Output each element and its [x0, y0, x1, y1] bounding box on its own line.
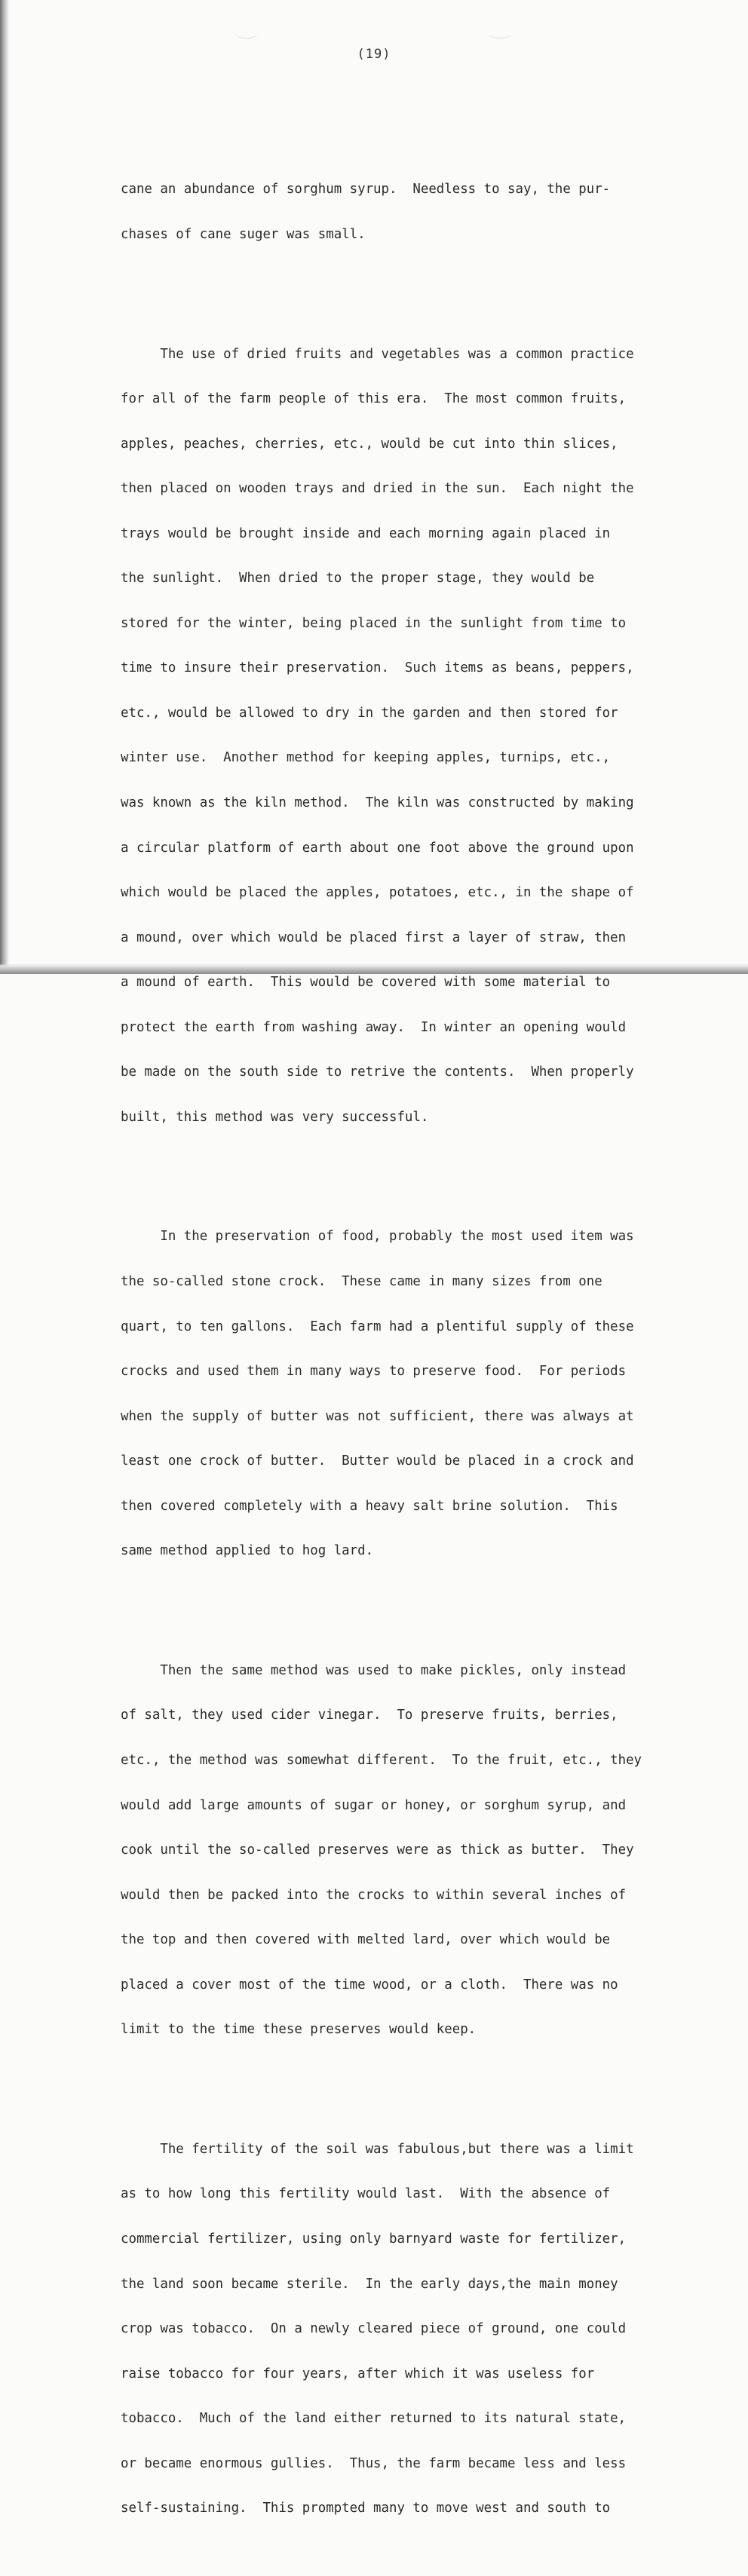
paragraph-1 [121, 153, 724, 273]
text-line: tobacco. Much of the land either returned to its natural state, [121, 2411, 627, 2427]
text-line: the land soon became sterile. In the early days,the main money [121, 2276, 618, 2292]
scan-mark-right [489, 29, 511, 38]
text-line: of salt, they used cider vinegar. To preserve fruits, berries, [121, 1708, 618, 1723]
text-line: etc., the method was somewhat different. To the fruit, etc., they [121, 1752, 642, 1768]
text-line: then covered completely with a heavy salt brine solution. This [121, 1498, 618, 1514]
text-line: for all of the farm people of this era. The most common fruits, [121, 391, 627, 407]
text-line: built, this method was very successful. [121, 1109, 429, 1125]
text-line: be made on the south side to retrive the contents. When properly [121, 1064, 634, 1080]
text-line: crocks and used them in many ways to preserve food. For periods [121, 1364, 627, 1380]
text-line: The use of dried fruits and vegetables was a common practice [121, 346, 634, 362]
page-number: (19) [357, 47, 391, 62]
text-line: protect the earth from washing away. In winter an opening would [121, 1019, 627, 1035]
text-line: which would be placed the apples, potatoes, etc., in the shape of [121, 885, 634, 901]
body-text [121, 123, 724, 2576]
text-line: a mound of earth. This would be covered with some material to [121, 975, 611, 991]
text-line: a circular platform of earth about one foot above the ground upon [121, 840, 634, 856]
text-line: placed a cover most of the time wood, or a cloth. There was no [121, 1977, 618, 1992]
text-line: self-sustaining. This prompted many to move west and south to [121, 2501, 611, 2516]
text-line: etc., would be allowed to dry in the garden and then stored for [121, 705, 618, 721]
text-line: trays would be brought inside and each morning again placed in [121, 525, 611, 541]
text-line: least one crock of butter. Butter would be placed in a crock and [121, 1453, 634, 1469]
text-line: a mound, over which would be placed first a layer of straw, then [121, 930, 627, 945]
text-line: chases of cane suger was small. [121, 226, 366, 242]
text-line: cook until the so-called preserves were as thick as butter. They [121, 1842, 634, 1858]
text-line: winter use. Another method for keeping apples, turnips, etc., [121, 750, 611, 766]
text-line: the sunlight. When dried to the proper stage, they would be [121, 571, 595, 587]
text-line: Then the same method was used to make pickles, only instead [121, 1662, 627, 1678]
text-line: the top and then covered with melted lard, over which would be [121, 1932, 611, 1948]
text-line: In the preservation of food, probably the most used item was [121, 1229, 634, 1245]
text-line: stored for the winter, being placed in the sunlight from time to [121, 615, 627, 631]
text-line: or became enormous gullies. Thus, the farm became less and less [121, 2455, 627, 2471]
text-line: cane an abundance of sorghum syrup. Needless to say, the pur- [121, 182, 611, 198]
text-line: apples, peaches, cherries, etc., would be cut into thin slices, [121, 436, 618, 452]
text-line: limit to the time these preserves would keep. [121, 2022, 477, 2038]
text-line: commercial fertilizer, using only barnyard waste for fertilizer, [121, 2231, 627, 2247]
paragraph-2 [121, 317, 724, 1155]
text-line: then placed on wooden trays and dried in the sun. Each night the [121, 481, 634, 497]
text-line: the so-called stone crock. These came in many sizes from one [121, 1273, 602, 1289]
paragraph-5 [121, 2112, 724, 2546]
scan-mark-left [235, 29, 258, 38]
text-line: crop was tobacco. On a newly cleared piece of ground, one could [121, 2321, 627, 2337]
text-line: would add large amounts of sugar or honey, or sorghum syrup, and [121, 1797, 627, 1813]
text-line: The fertility of the soil was fabulous,but there was a limit [121, 2141, 634, 2157]
text-line: as to how long this fertility would last. With the absence of [121, 2186, 611, 2202]
text-line: raise tobacco for four years, after which it was useless for [121, 2366, 595, 2381]
text-line: would then be packed into the crocks to within several inches of [121, 1887, 627, 1903]
text-line: quart, to ten gallons. Each farm had a plentiful supply of these [121, 1319, 634, 1334]
paragraph-4 [121, 1634, 724, 2067]
text-line: time to insure their preservation. Such items as beans, peppers, [121, 660, 634, 676]
paragraph-3 [121, 1200, 724, 1589]
text-line: when the supply of butter was not sufficient, there was always at [121, 1408, 634, 1424]
scan-left-edge [0, 0, 9, 974]
text-line: same method applied to hog lard. [121, 1543, 374, 1559]
text-line: was known as the kiln method. The kiln was constructed by making [121, 795, 634, 810]
